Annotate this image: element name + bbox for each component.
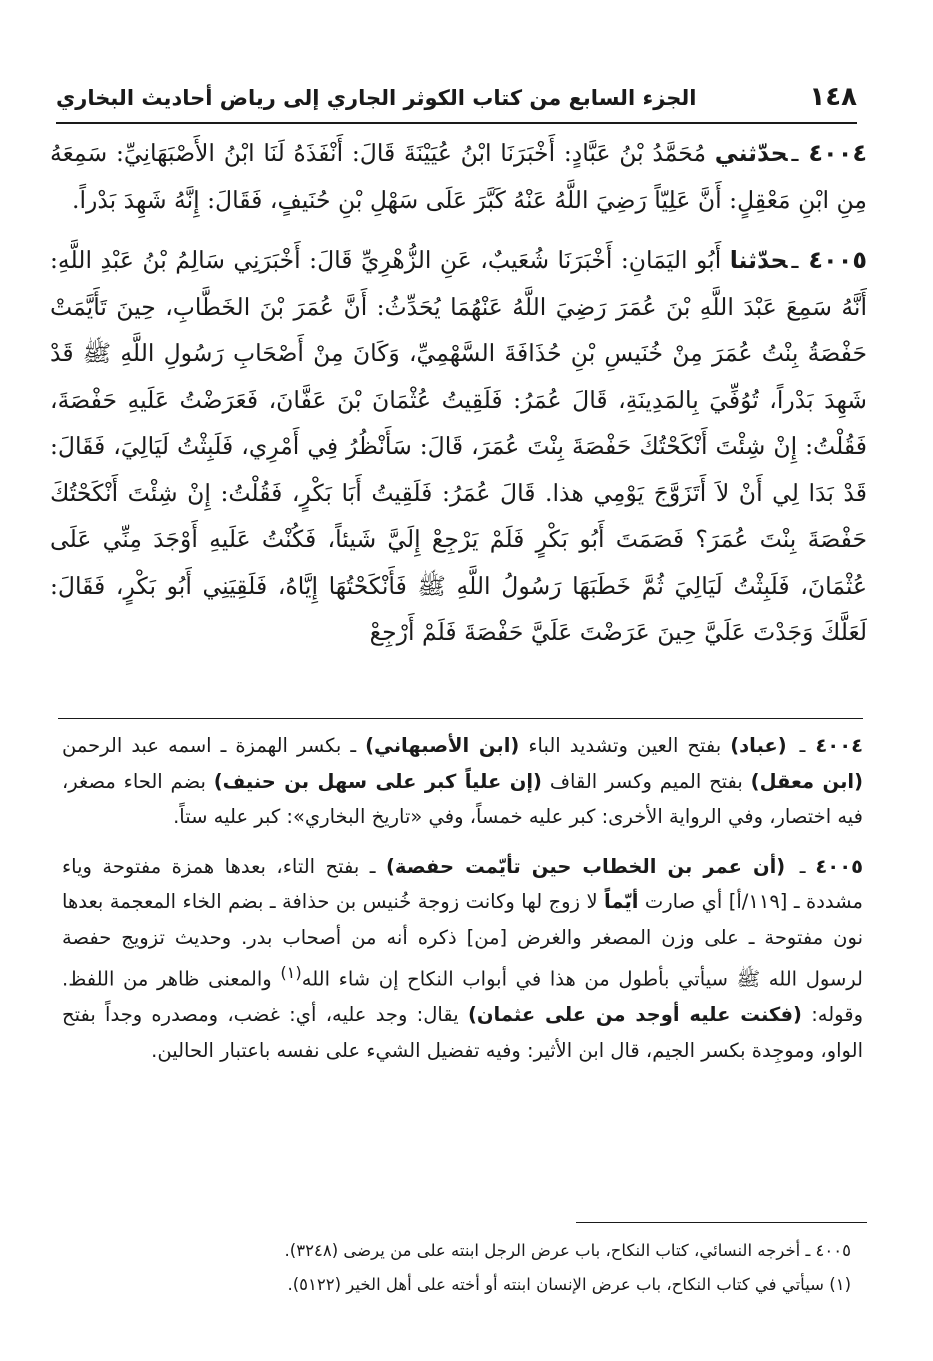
hadith-body: مُحَمَّدُ بْنُ عَبَّادٍ: أَخْبَرَنَا ابْنُ عُيَيْنَةَ قَالَ: أَنْفَذَهُ لَنَا ابْنُ الأَصْبَهَانِيِّ: سَمِعَهُ مِنِ ابْنِ مَعْقِلٍ: أَنَّ عَلِيّاً رَضِيَ اللَّهُ عَنْهُ كَبَّرَ عَلَى سَهْلِ بْنِ حُنَيفٍ، فَقَالَ: إِنَّهُ شَهِدَ بَدْراً. [50,139,867,214]
footnote-1: (١) سيأتي في كتاب النكاح، باب عرض الإنسان ابنته أو أخته على أهل الخير (٥١٢٢). [287,1275,851,1294]
commentary-number: ٤٠٠٥ [815,854,863,878]
hadith-4004: ٤٠٠٤ـحدّثني مُحَمَّدُ بْنُ عَبَّادٍ: أَخْبَرَنَا ابْنُ عُيَيْنَةَ قَالَ: أَنْفَذَهُ لَنَا ابْنُ الأَصْبَهَانِيِّ: سَمِعَهُ مِنِ ابْنِ مَعْقِلٍ: أَنَّ عَلِيّاً رَضِيَ اللَّهُ عَنْهُ كَبَّرَ عَلَى سَهْلِ بْنِ حُنَيفٍ، فَقَالَ: إِنَّهُ شَهِدَ بَدْراً. [50,139,867,214]
commentary-keyword: أيّماً [604,890,639,913]
hadith-lead: حدّثني [714,139,788,167]
footnote-ref: (١) [280,963,302,982]
commentary-text: والمعنى ظاهر من اللفظ. وقوله: [62,967,863,1026]
page-number: ١٤٨ [809,82,857,112]
commentary-text: ـ بكسر الهمزة ـ اسمه عبد الرحمن [62,734,366,757]
commentary-number: ٤٠٠٤ [815,734,863,757]
commentary-keyword: (أن عمر بن الخطاب حين تأيّمت حفصة) [385,854,786,878]
commentary-text: لا زوج لها وكانت زوجة خُنيس بن حذافة ـ بضم الخاء المعجمة بعدها نون مفتوحة ـ على وزن المصغر والغرض [من] ذكره أنه من أصحاب بدر. وحديث تزويج حفصة لرسول الله ﷺ سيأتي بأطول من هذا في أبواب النكاح إن شاء الله [62,890,863,991]
hadith-4005: ٤٠٠٥ـحدّثنا أَبُو اليَمَانِ: أَخْبَرَنَا شُعَيبٌ، عَنِ الزُّهْرِيِّ قَالَ: أَخْبَرَنِي سَالِمُ بْنُ عَبْدِ اللَّهِ: أَنَّهُ سَمِعَ عَبْدَ اللَّهِ بْنَ عُمَرَ رَضِيَ اللَّهُ عَنْهُمَا يُحَدِّثُ: أَنَّ عُمَرَ بْنَ الخَطَّابِ، حِينَ تَأَيَّمَتْ حَفْصَةُ بِنْتُ عُمَرَ مِنْ خُنَيسِ بْنِ حُذَافَةَ السَّهْمِيِّ، وَكَانَ مِنْ أَصْحَابِ رَسُولِ اللَّهِ ﷺ قَدْ شَهِدَ بَدْراً، تُوُفِّيَ بِالمَدِينَةِ، قَالَ عُمَرُ: فَلَقِيتُ عُثْمَانَ بْنَ عَفَّانَ، فَعَرَضْتُ عَلَيهِ حَفْصَةَ، فَقُلْتُ: إِنْ شِئْتَ أَنْكَحْتُكَ حَفْصَةَ بِنْتَ عُمَرَ، قَالَ: سَأَنْظُرُ فِي أَمْرِي، فَلَبِثْتُ لَيَالِيَ، فَقَالَ: قَدْ بَدَا لِي أَنْ لاَ أَتَزَوَّجَ يَوْمِي هذا. قَالَ عُمَرُ: فَلَقِيتُ أَبَا بَكْرٍ، فَقُلْتُ: إِنْ شِئْتَ أَنْكَحْتُكَ حَفْصَةَ بِنْتَ عُمَرَ؟ فَصَمَتَ أَبُو بَكْرٍ فَلَمْ يَرْجِعْ إِلَيَّ شَيئاً، فَكُنْتُ عَلَيهِ أَوْجَدَ مِنِّي عَلَى عُثْمَانَ، فَلَبِثْتُ لَيَالِيَ ثُمَّ خَطَبَهَا رَسُولُ اللَّهِ ﷺ فَأَنْكَحْتُهَا إِيَّاهُ، فَلَقِيَنِي أَبُو بَكْرٍ، فَقَالَ: لَعَلَّكَ وَجَدْتَ عَلَيَّ حِينَ عَرَضْتَ عَلَيَّ حَفْصَةَ فَلَمْ أَرْجِعْ [50,246,867,646]
footnotes [80,1234,851,1302]
commentary-text: بضم الحاء مصغر، فيه اختصار، وفي الرواية الأخرى: كبر عليه خمساً، وفي «تاريخ البخاري»: كبر عليه ستاً. [62,769,863,828]
page-header [56,64,857,124]
commentary-4004: ٤٠٠٤ـ (عباد) بفتح العين وتشديد الباء (ابن الأصبهاني) ـ بكسر الهمزة ـ اسمه عبد الرحمن (ابن معقل) بفتح الميم وكسر القاف (إن علياً كبر على سهل بن حنيف) بضم الحاء مصغر، فيه اختصار، وفي الرواية الأخرى: كبر عليه خمساً، وفي «تاريخ البخاري»: كبر عليه ستاً. [62,734,863,828]
section-divider [58,718,863,719]
running-title: الجزء السابع من كتاب الكوثر الجاري إلى رياض أحاديث البخاري [56,86,697,110]
hadith-number: ٤٠٠٤ [808,139,867,167]
hadith-text [50,130,867,705]
hadith-number: ٤٠٠٥ [808,246,867,274]
commentary-text: بفتح الميم وكسر القاف [541,769,751,793]
commentary-text: ـ بفتح التاء، بعدها همزة مفتوحة وياء مشددة ـ [١١٩/أ] أي صارت [62,854,863,913]
commentary-text: بفتح العين وتشديد الباء [519,734,731,757]
commentary-keyword: (فكنت عليه أوجد من على عثمان) [467,1003,802,1026]
commentary [62,728,863,1198]
footnote-divider [576,1222,867,1223]
commentary-keyword: (عباد) [730,734,787,757]
commentary-keyword: (ابن معقل) [750,769,863,793]
hadith-lead: حدّثنا [729,246,788,274]
hadith-body: أَبُو اليَمَانِ: أَخْبَرَنَا شُعَيبٌ، عَنِ الزُّهْرِيِّ قَالَ: أَخْبَرَنِي سَالِمُ بْنُ عَبْدِ اللَّهِ: أَنَّهُ سَمِعَ عَبْدَ اللَّهِ بْنَ عُمَرَ رَضِيَ اللَّهُ عَنْهُمَا يُحَدِّثُ: أَنَّ عُمَرَ بْنَ الخَطَّابِ، حِينَ تَأَيَّمَتْ حَفْصَةُ بِنْتُ عُمَرَ مِنْ خُنَيسِ بْنِ حُذَافَةَ السَّهْمِيِّ، وَكَانَ مِنْ أَصْحَابِ رَسُولِ اللَّهِ ﷺ قَدْ شَهِدَ بَدْراً، تُوُفِّيَ بِالمَدِينَةِ، قَالَ عُمَرُ: فَلَقِيتُ عُثْمَانَ بْنَ عَفَّانَ، فَعَرَضْتُ عَلَيهِ حَفْصَةَ، فَقُلْتُ: إِنْ شِئْتَ أَنْكَحْتُكَ حَفْصَةَ بِنْتَ عُمَرَ، قَالَ: سَأَنْظُرُ فِي أَمْرِي، فَلَبِثْتُ لَيَالِيَ، فَقَالَ: قَدْ بَدَا لِي أَنْ لاَ أَتَزَوَّجَ يَوْمِي هذا. قَالَ عُمَرُ: فَلَقِيتُ أَبَا بَكْرٍ، فَقُلْتُ: إِنْ شِئْتَ أَنْكَحْتُكَ حَفْصَةَ بِنْتَ عُمَرَ؟ فَصَمَتَ أَبُو بَكْرٍ فَلَمْ يَرْجِعْ إِلَيَّ شَيئاً، فَكُنْتُ عَلَيهِ أَوْجَدَ مِنِّي عَلَى عُثْمَانَ، فَلَبِثْتُ لَيَالِيَ ثُمَّ خَطَبَهَا رَسُولُ اللَّهِ ﷺ فَأَنْكَحْتُهَا إِيَّاهُ، فَلَقِيَنِي أَبُو بَكْرٍ، فَقَالَ: لَعَلَّكَ وَجَدْتَ عَلَيَّ حِينَ عَرَضْتَ عَلَيَّ حَفْصَةَ فَلَمْ أَرْجِعْ [50,246,867,646]
commentary-text: يقال: وجد عليه، أي: غضب، ومصدره وجداً بفتح الواو، وموجِدة بكسر الجيم، قال ابن الأثير: وفيه تفضيل الشيء على نفسه باعتبار الحالين. [62,1003,863,1062]
commentary-keyword: (إن علياً كبر على سهل بن حنيف) [213,769,542,793]
commentary-keyword: (ابن الأصبهاني) [365,734,520,757]
commentary-4005: ٤٠٠٥ـ (أن عمر بن الخطاب حين تأيّمت حفصة) ـ بفتح التاء، بعدها همزة مفتوحة وياء مشددة ـ [١١٩/أ] أي صارت أيّماً لا زوج لها وكانت زوجة خُنيس بن حذافة ـ بضم الخاء المعجمة بعدها نون مفتوحة ـ على وزن المصغر والغرض [من] ذكره أنه من أصحاب بدر. وحديث تزويج حفصة لرسول الله ﷺ سيأتي بأطول من هذا في أبواب النكاح إن شاء الله$^{(١)}$ والمعنى ظاهر من اللفظ. وقوله: (فكنت عليه أوجد من على عثمان) يقال: وجد عليه، أي: غضب، ومصدره وجداً بفتح الواو، وموجِدة بكسر الجيم، قال ابن الأثير: وفيه تفضيل الشيء على نفسه باعتبار الحالين. [62,854,863,1062]
footnote-4005: ٤٠٠٥ ـ أخرجه النسائي، كتاب النكاح، باب عرض الرجل ابنته على من يرضى (٣٢٤٨). [284,1241,851,1260]
